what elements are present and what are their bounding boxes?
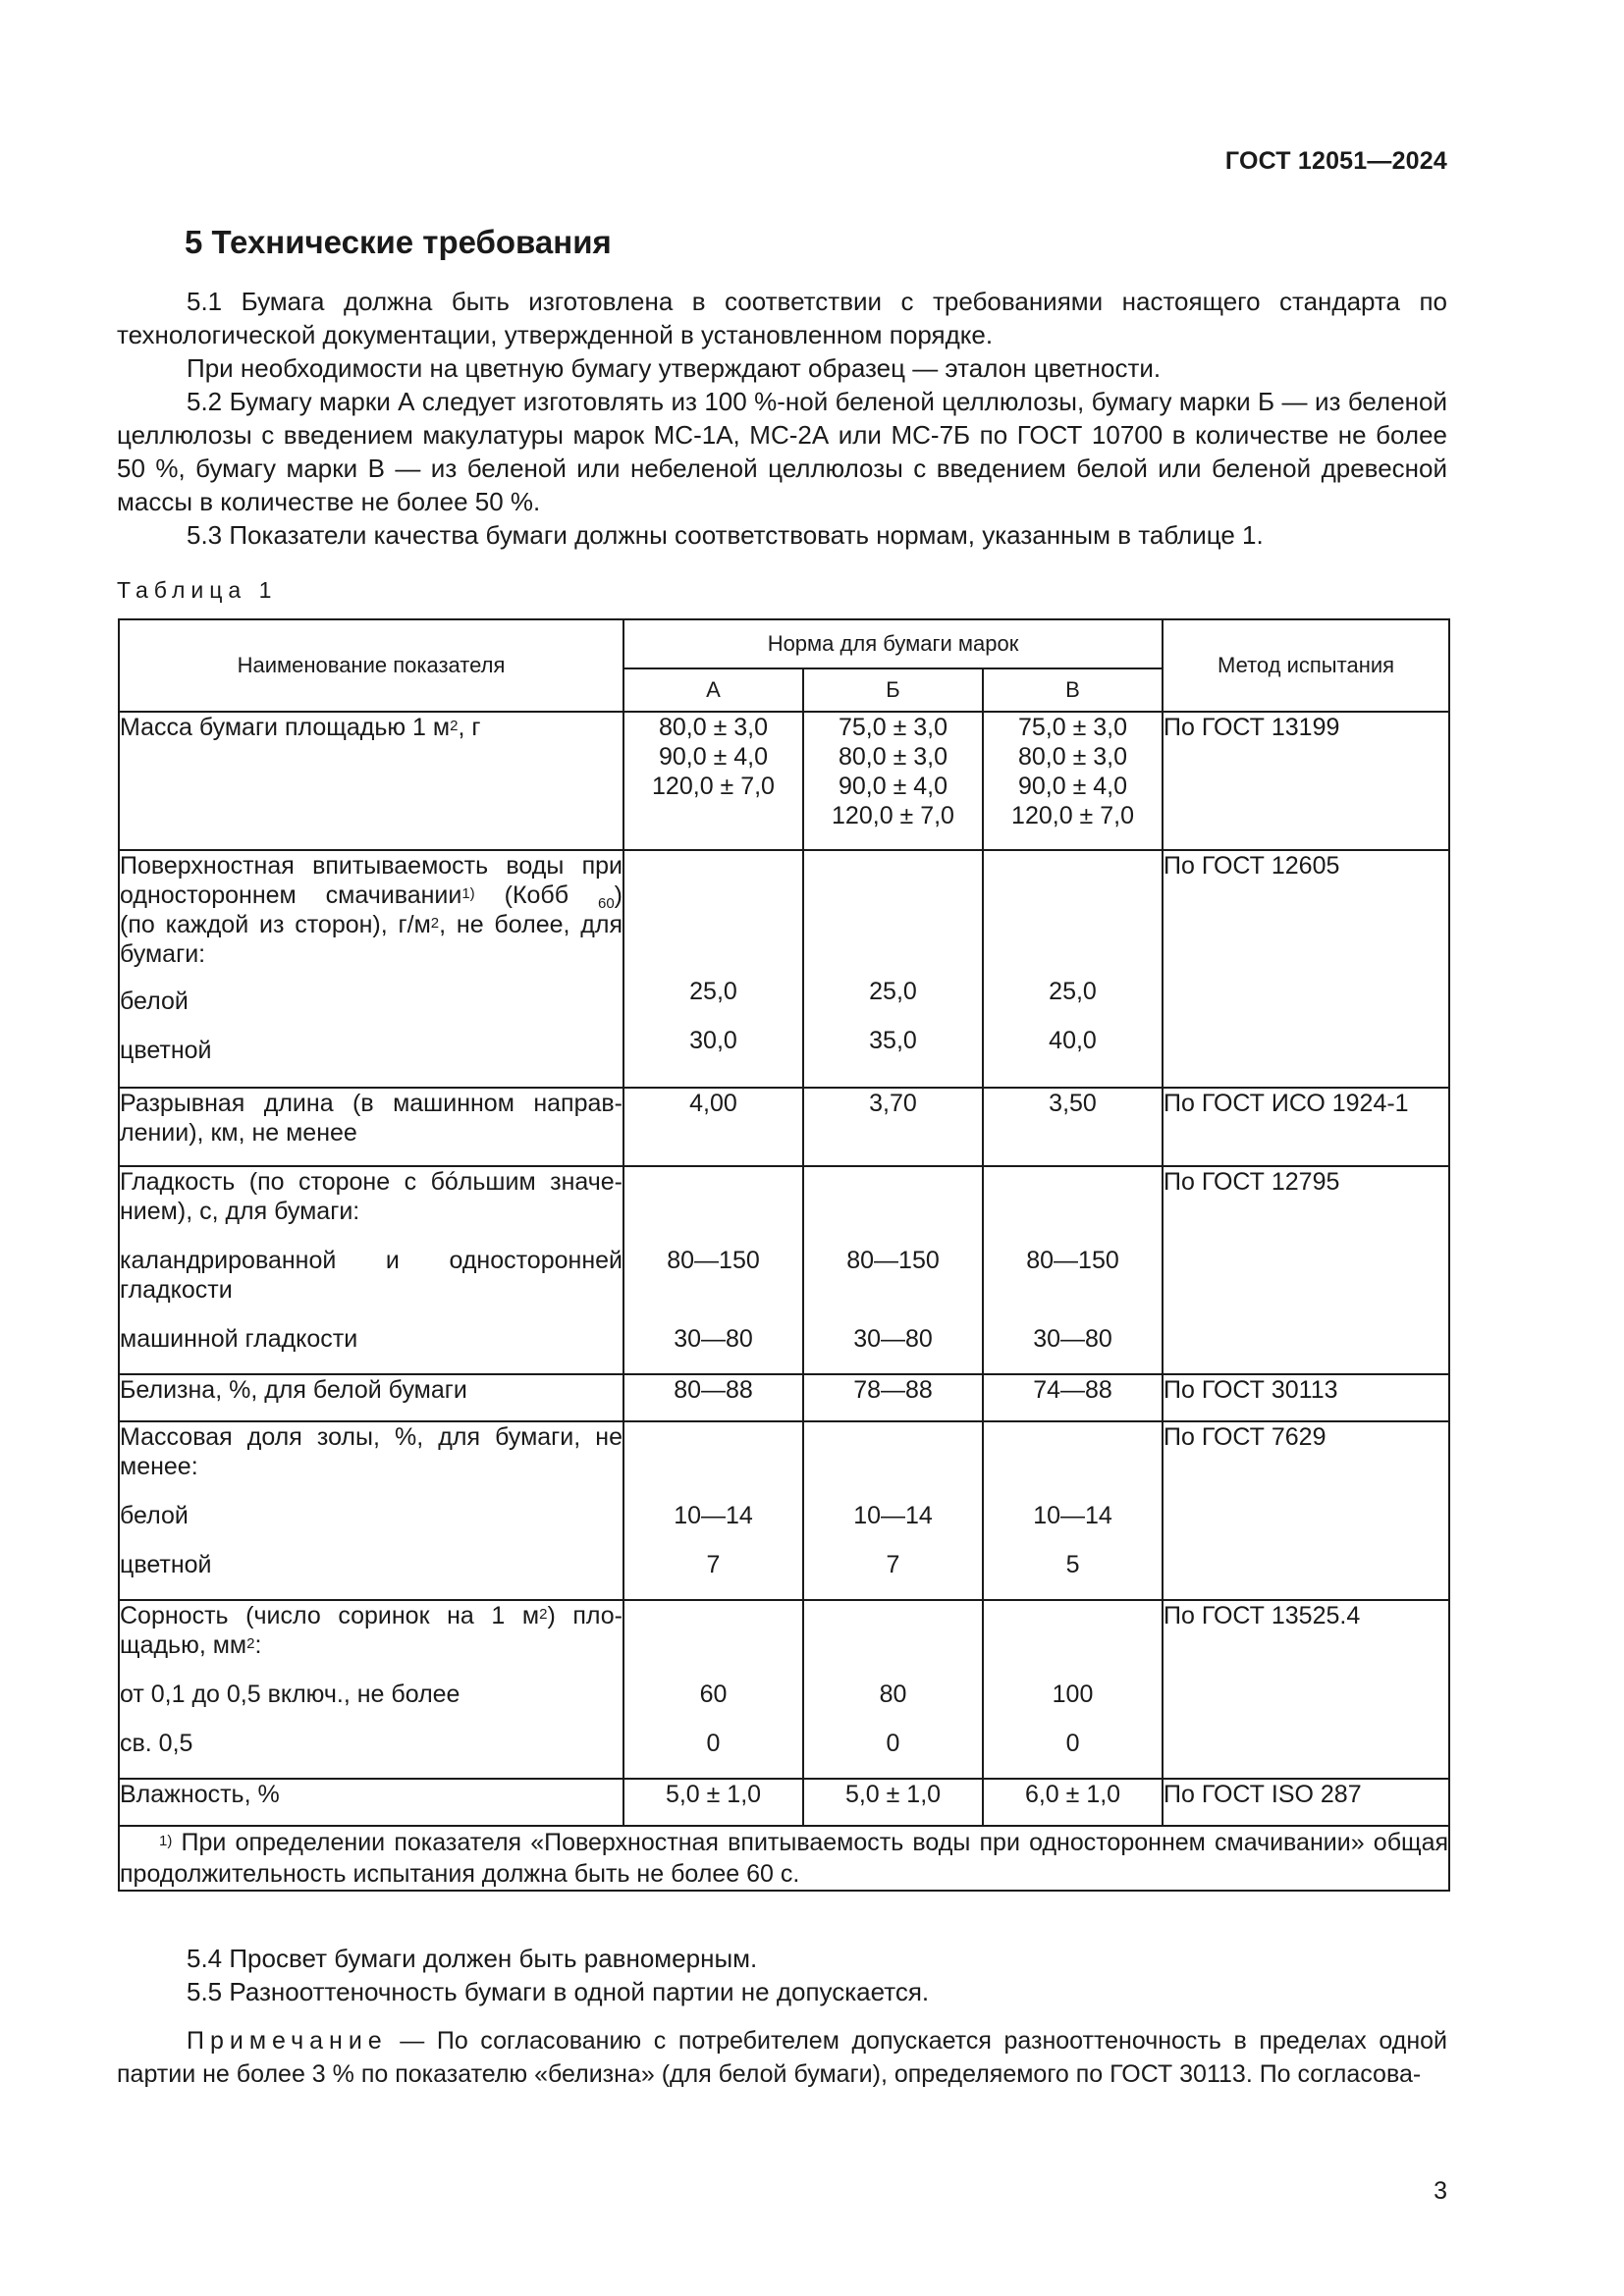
value-a: 60 0 bbox=[623, 1600, 803, 1779]
value-a: 5,0 ± 1,0 bbox=[623, 1779, 803, 1826]
row-name: Масса бумаги площадью 1 $м^2$, г bbox=[119, 712, 623, 850]
value-v: 6,0 ± 1,0 bbox=[983, 1779, 1163, 1826]
paragraph-5-1: 5.1 Бумага должна быть изготовлена в соответствии с требованиями настоящего стандарта по технологической документации, утвержденной в установленном порядке. bbox=[117, 287, 1447, 349]
header-method: Метод испытания bbox=[1163, 619, 1449, 712]
value-b: 80 0 bbox=[803, 1600, 983, 1779]
note-label: Примечание bbox=[187, 2027, 388, 2055]
row-method: По ГОСТ 12795 bbox=[1163, 1166, 1449, 1374]
value-v: 80—150 30—80 bbox=[983, 1166, 1163, 1374]
row-name: Гладкость (по стороне с бóльшим значе- нием), с, для бумаги: каландрированной и односторонней гладкости машинной гладкости bbox=[119, 1166, 623, 1374]
value-b: 5,0 ± 1,0 bbox=[803, 1779, 983, 1826]
standard-code: ГОСТ 12051—2024 bbox=[1224, 147, 1447, 175]
value-b: 78—88 bbox=[803, 1374, 983, 1421]
value-v: 25,0 40,0 bbox=[983, 850, 1163, 1088]
value-a: 80,0 ± 3,0 90,0 ± 4,0 120,0 ± 7,0 bbox=[623, 712, 803, 850]
note-text: — По согласованию с потребителем допускается разнооттеночность в пределах одной партии не более 3 % по показателю «белизна» (для белой бумаги), определяемого по ГОСТ 30113. По согласова- bbox=[117, 2027, 1447, 2088]
row-method: По ГОСТ 7629 bbox=[1163, 1421, 1449, 1600]
header-name: Наименование показателя bbox=[119, 619, 623, 712]
table-row bbox=[119, 1166, 1449, 1374]
note-paragraph bbox=[117, 2024, 1447, 2091]
page-number: 3 bbox=[1434, 2177, 1447, 2205]
paragraph-5-2: 5.2 Бумагу марки А следует изготовлять из 100 %-ной беленой целлюлозы, бумагу марки Б — из беленой целлюлозы с введением макулатуры марок МС-1А, МС-2А или МС-7Б по ГОСТ 10700 в количестве не более 50 %, бумагу марки В — из беленой или небеленой целлюлозы с введением белой или беленой древесной массы в количестве не более 50 %. bbox=[117, 387, 1447, 516]
requirements-table bbox=[118, 618, 1450, 1892]
value-v: 3,50 bbox=[983, 1088, 1163, 1166]
value-a: 4,00 bbox=[623, 1088, 803, 1166]
value-a: 10—14 7 bbox=[623, 1421, 803, 1600]
value-b: 25,0 35,0 bbox=[803, 850, 983, 1088]
row-name: Сорность (число соринок на 1 $м^2$) пло- щадью, $мм^2$: от 0,1 до 0,5 включ., не более св. 0,5 bbox=[119, 1600, 623, 1779]
table-row bbox=[119, 1600, 1449, 1779]
table-row bbox=[119, 1374, 1449, 1421]
after-table-paragraphs bbox=[117, 1942, 1447, 2091]
row-method: По ГОСТ ISO 287 bbox=[1163, 1779, 1449, 1826]
table-footnote-row bbox=[119, 1826, 1449, 1891]
paragraph-5-4: 5.4 Просвет бумаги должен быть равномерным. bbox=[187, 1944, 758, 1973]
value-v: 74—88 bbox=[983, 1374, 1163, 1421]
row-name: Массовая доля золы, %, для бумаги, не менее: белой цветной bbox=[119, 1421, 623, 1600]
value-a: 25,0 30,0 bbox=[623, 850, 803, 1088]
value-v: 10—14 5 bbox=[983, 1421, 1163, 1600]
value-b: 80—150 30—80 bbox=[803, 1166, 983, 1374]
value-b: 3,70 bbox=[803, 1088, 983, 1166]
row-name: Белизна, %, для белой бумаги bbox=[119, 1374, 623, 1421]
value-v: 100 0 bbox=[983, 1600, 1163, 1779]
row-method: По ГОСТ 13199 bbox=[1163, 712, 1449, 850]
table-caption: Таблица 1 bbox=[117, 577, 278, 603]
table-footnote: $^{1)}$ При определении показателя «Поверхностная впитываемость воды при одностороннем смачивании» общая продолжительность испытания должна быть не более 60 с. bbox=[119, 1826, 1449, 1891]
value-a: 80—150 30—80 bbox=[623, 1166, 803, 1374]
row-method: По ГОСТ ИСО 1924-1 bbox=[1163, 1088, 1449, 1166]
row-name: Поверхностная впитываемость воды при одностороннем смачивании$^{1)}$ (Кобб $_{60}$) (по каждой из сторон), $г/м^2$, не более, для бумаги: белой цветной bbox=[119, 850, 623, 1088]
header-norm: Норма для бумаги марок bbox=[623, 619, 1163, 668]
row-method: По ГОСТ 12605 bbox=[1163, 850, 1449, 1088]
table-row bbox=[119, 1088, 1449, 1166]
header-grade-a: А bbox=[623, 668, 803, 712]
table-row bbox=[119, 712, 1449, 850]
header-grade-b: Б bbox=[803, 668, 983, 712]
value-b: 75,0 ± 3,0 80,0 ± 3,0 90,0 ± 4,0 120,0 ± 7,0 bbox=[803, 712, 983, 850]
header-grade-v: В bbox=[983, 668, 1163, 712]
value-b: 10—14 7 bbox=[803, 1421, 983, 1600]
table-row bbox=[119, 1779, 1449, 1826]
table-row bbox=[119, 850, 1449, 1088]
value-v: 75,0 ± 3,0 80,0 ± 3,0 90,0 ± 4,0 120,0 ± 7,0 bbox=[983, 712, 1163, 850]
paragraph-5-1-b: При необходимости на цветную бумагу утверждают образец — эталон цветности. bbox=[187, 353, 1162, 383]
row-name: Влажность, % bbox=[119, 1779, 623, 1826]
row-method: По ГОСТ 30113 bbox=[1163, 1374, 1449, 1421]
value-a: 80—88 bbox=[623, 1374, 803, 1421]
paragraph-5-5: 5.5 Разнооттеночность бумаги в одной партии не допускается. bbox=[187, 1977, 930, 2006]
row-method: По ГОСТ 13525.4 bbox=[1163, 1600, 1449, 1779]
row-name: Разрывная длина (в машинном направ- лении), км, не менее bbox=[119, 1088, 623, 1166]
paragraph-5-3: 5.3 Показатели качества бумаги должны соответствовать нормам, указанным в таблице 1. bbox=[187, 520, 1264, 550]
table-row bbox=[119, 1421, 1449, 1600]
intro-paragraphs bbox=[117, 285, 1447, 552]
section-title: 5 Технические требования bbox=[185, 224, 612, 260]
